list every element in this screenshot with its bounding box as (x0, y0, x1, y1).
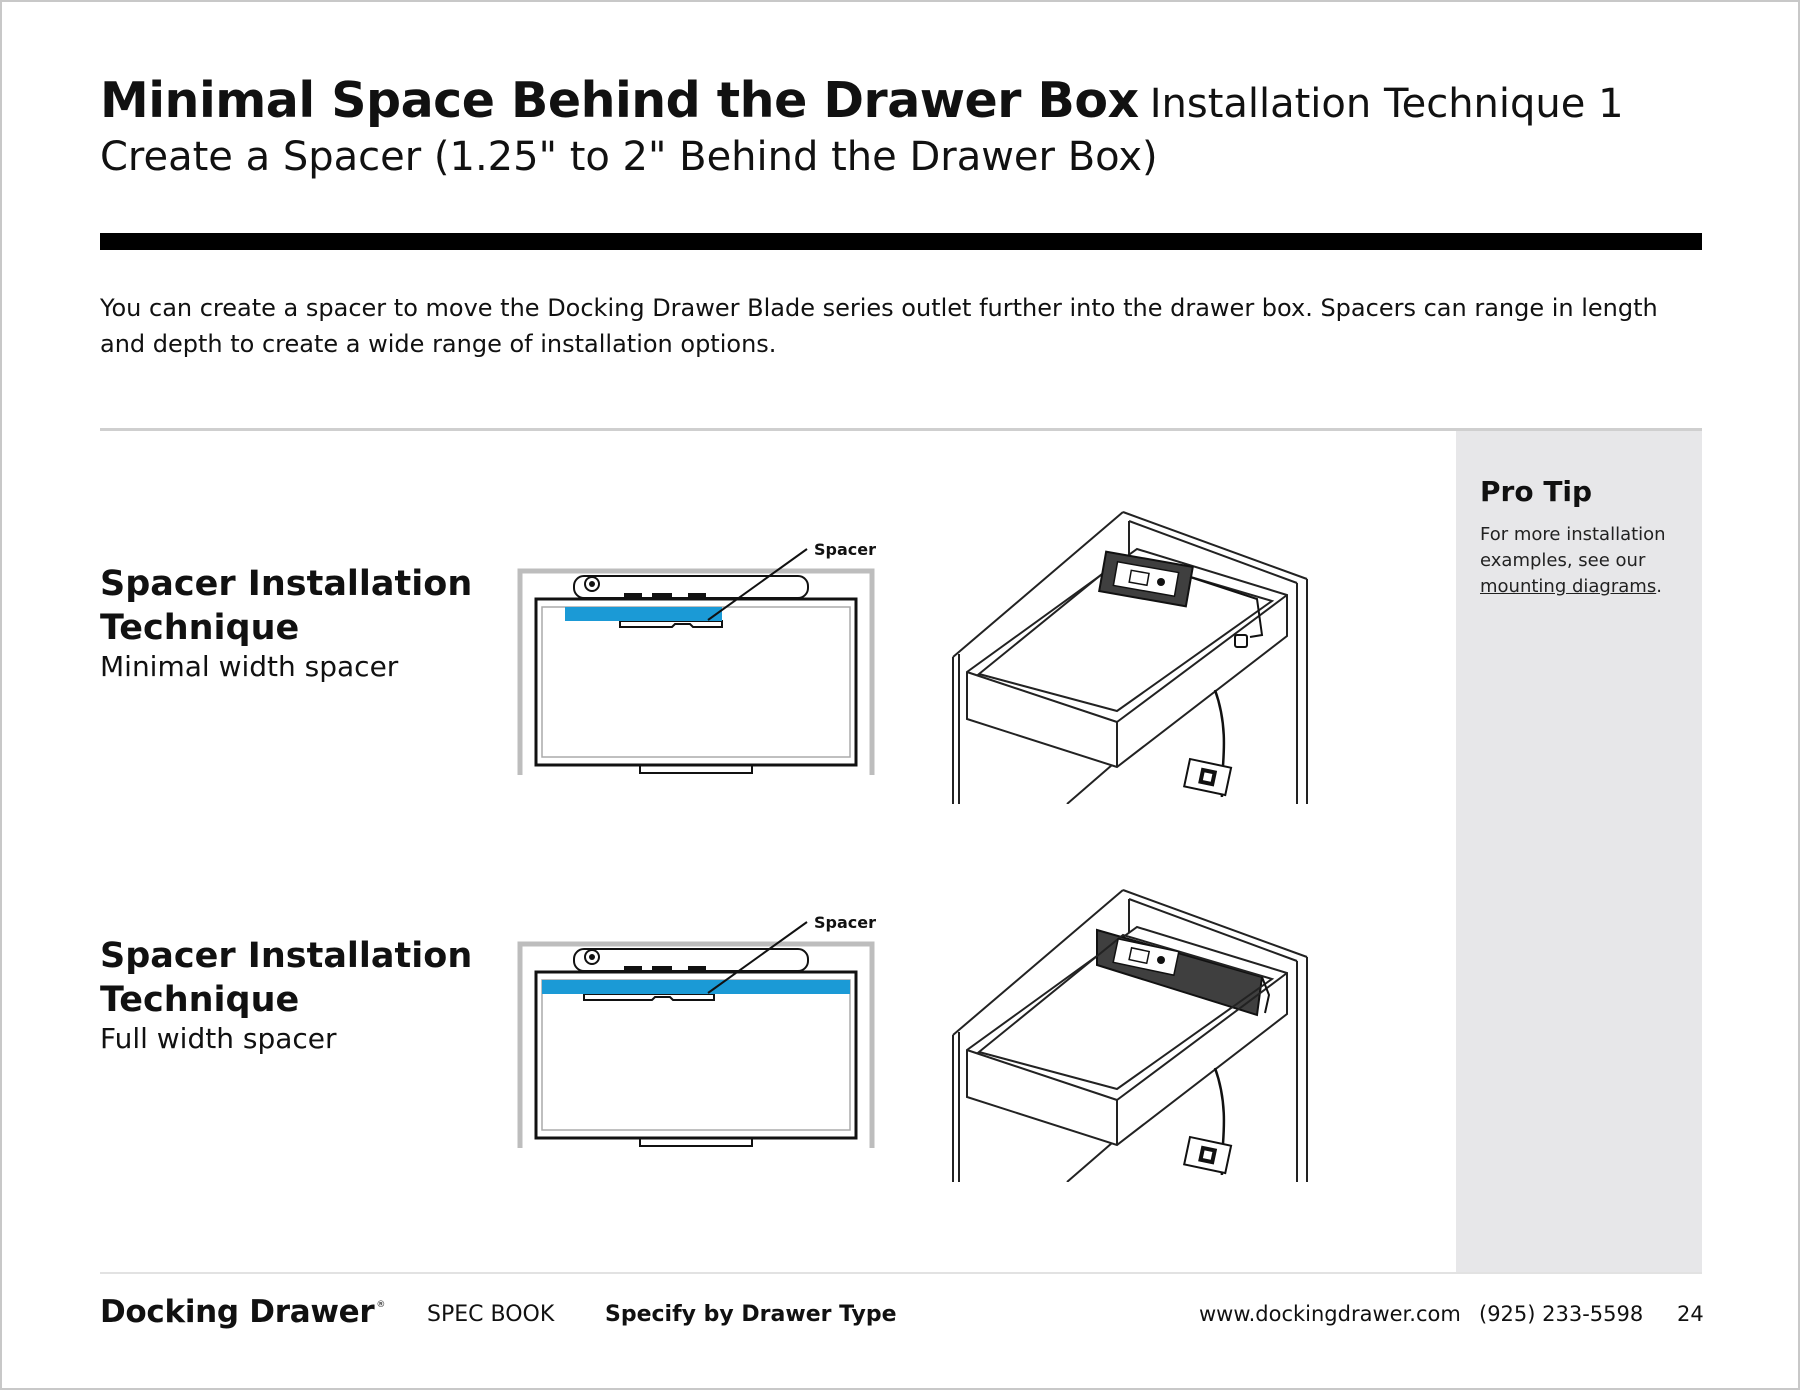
spacer-block (565, 607, 722, 621)
spacer-block (542, 980, 850, 994)
spacer-callout-label: Spacer (814, 913, 876, 932)
top-view-diagram-full (512, 900, 882, 1155)
pro-tip-panel (1456, 431, 1702, 1273)
page-number: 24 (1677, 1302, 1704, 1326)
section-2-subtitle: Full width spacer (100, 1022, 337, 1055)
intro-paragraph: You can create a spacer to move the Docking Drawer Blade series outlet further into the drawer box. Spacers can range in length and depth to create a wide range of installation options. (100, 294, 1658, 358)
page-title-main: Minimal Space Behind the Drawer Box (100, 72, 1139, 129)
brand-name: Docking Drawer (100, 1294, 375, 1330)
footer-section-name: Specify by Drawer Type (605, 1302, 897, 1327)
footer-phone: (925) 233-5598 (1479, 1302, 1644, 1326)
mounting-diagrams-link[interactable]: mounting diagrams (1480, 576, 1657, 597)
page-title (100, 72, 1624, 129)
section-1-subtitle: Minimal width spacer (100, 650, 399, 683)
spacer-callout-label: Spacer (814, 540, 876, 559)
top-view-diagram-minimal (512, 527, 882, 782)
footer-website-link[interactable]: www.dockingdrawer.com (1199, 1302, 1461, 1326)
isometric-diagram-full (947, 885, 1317, 1182)
pro-tip-title: Pro Tip (1480, 475, 1593, 508)
section-1-title: Spacer Installation Technique (100, 564, 473, 648)
footer-spec-book: SPEC BOOK (427, 1302, 555, 1327)
pro-tip-end: . (1656, 576, 1662, 597)
page-subtitle: Create a Spacer (1.25" to 2" Behind the Drawer Box) (100, 134, 1158, 180)
registered-mark: ® (376, 1300, 386, 1310)
footer-divider (100, 1272, 1702, 1274)
header-divider (100, 233, 1702, 250)
isometric-diagram-minimal (947, 507, 1317, 804)
page-title-suffix: Installation Technique 1 (1149, 81, 1624, 127)
pro-tip-body (1480, 522, 1685, 600)
pro-tip-text: For more installation examples, see our (1480, 524, 1666, 571)
section-2-title: Spacer Installation Technique (100, 936, 473, 1020)
brand-logo (100, 1294, 385, 1330)
